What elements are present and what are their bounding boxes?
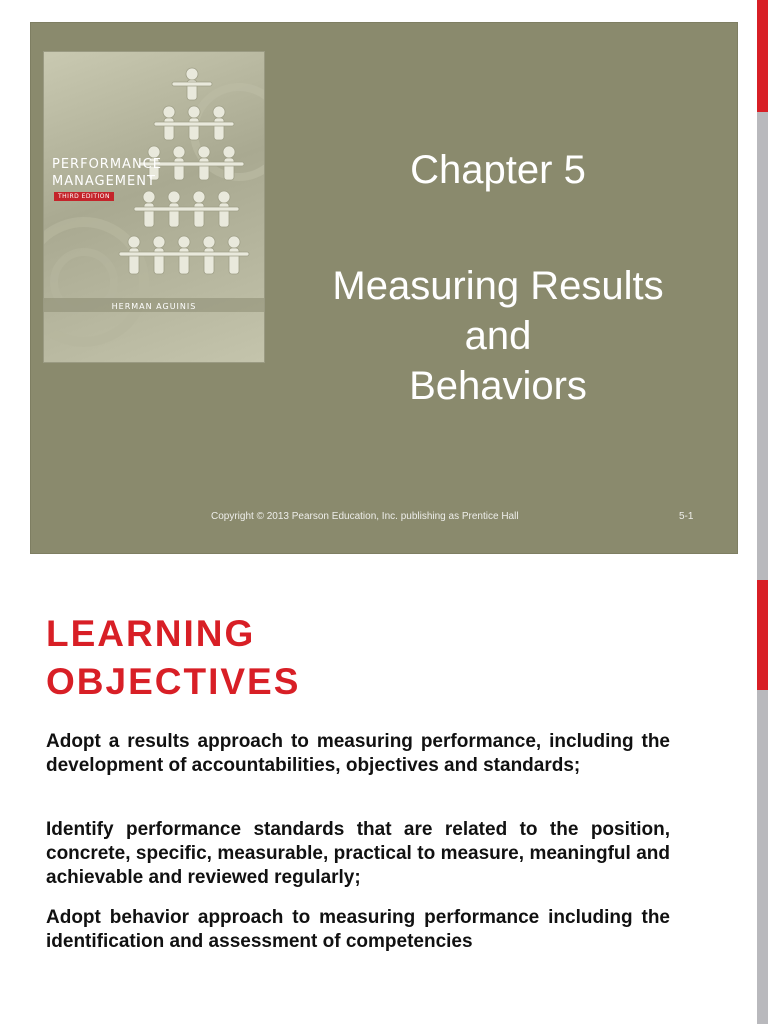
objectives-heading-line-2: OBJECTIVES bbox=[46, 661, 301, 702]
edge-segment-gray bbox=[757, 690, 768, 1024]
chapter-title-line-1: Measuring Results bbox=[332, 264, 664, 308]
objective-item: Adopt a results approach to measuring performance, including the development of accountabilities, objectives and standards; bbox=[46, 731, 670, 776]
objectives-heading-line-1: LEARNING bbox=[46, 613, 256, 654]
objective-item: Adopt behavior approach to measuring performance including the identification and assessment of competencies bbox=[46, 907, 670, 952]
edge-segment-red bbox=[757, 580, 768, 690]
page-edge-strip bbox=[757, 0, 768, 1024]
book-title bbox=[52, 156, 162, 190]
objectives-heading bbox=[46, 610, 300, 706]
book-edition-badge: THIRD EDITION bbox=[54, 192, 114, 201]
chapter-title-line-2: and bbox=[464, 314, 532, 358]
book-title-line-1: PERFORMANCE bbox=[52, 157, 162, 172]
slide-number: 5-1 bbox=[679, 511, 694, 522]
title-slide bbox=[30, 22, 738, 554]
edge-segment-red bbox=[757, 0, 768, 112]
objective-item: Identify performance standards that are related to the position, concrete, specific, measurable, practical to measure, meaningful and achievable and reviewed regularly; bbox=[46, 819, 670, 888]
copyright-footer: Copyright © 2013 Pearson Education, Inc. publishing as Prentice Hall bbox=[211, 511, 519, 522]
edge-segment-gray bbox=[757, 112, 768, 580]
human-pyramid-illustration bbox=[44, 52, 264, 362]
book-title-line-2: MANAGEMENT bbox=[52, 174, 156, 189]
chapter-title-line-3: Behaviors bbox=[409, 364, 587, 408]
chapter-heading: Chapter 5 bbox=[410, 148, 586, 192]
chapter-title bbox=[263, 261, 733, 411]
book-author: HERMAN AGUINIS bbox=[111, 302, 197, 311]
book-cover-image bbox=[43, 51, 265, 363]
learning-objectives-slide bbox=[0, 554, 757, 1024]
